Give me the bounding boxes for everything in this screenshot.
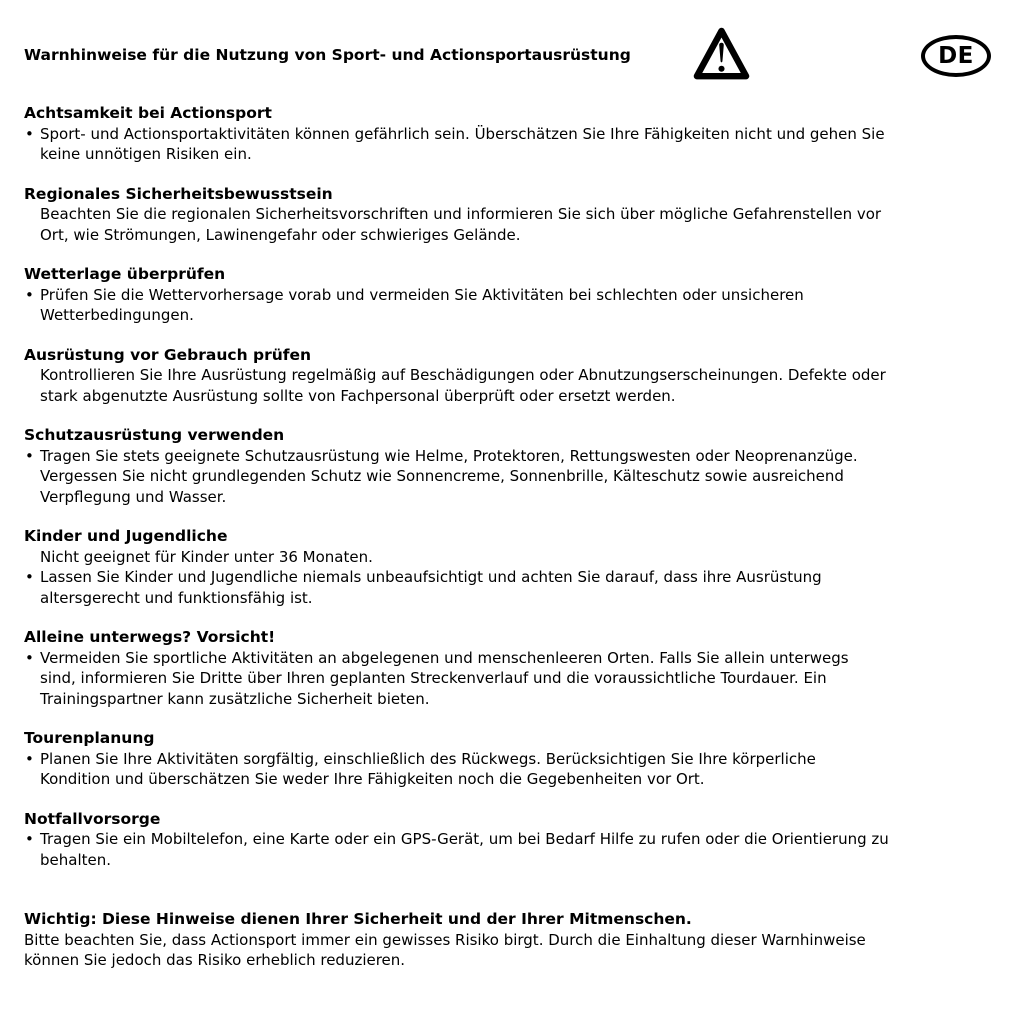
footer-line: können Sie jedoch das Risiko erheblich reduzieren. [24, 951, 406, 969]
section [24, 809, 1006, 871]
line-text: Vergessen Sie nicht grundlegenden Schutz wie Sonnencreme, Sonnenbrille, Kälteschutz sowie ausreichend [40, 467, 844, 485]
section [24, 425, 1006, 507]
bullet-line [24, 689, 1006, 710]
bullet-marker: • [25, 568, 34, 586]
bullet-line [24, 648, 1006, 669]
text-line [24, 225, 1006, 246]
line-text: Tragen Sie stets geeignete Schutzausrüstung wie Helme, Protektoren, Rettungswesten oder Neoprenanzüge. [40, 446, 858, 465]
section [24, 728, 1006, 790]
page-title: Warnhinweise für die Nutzung von Sport- und Actionsportausrüstung [24, 46, 631, 64]
bullet-line [24, 487, 1006, 508]
section-heading: Notfallvorsorge [24, 809, 161, 828]
line-text: behalten. [40, 850, 112, 869]
bullet-line [24, 466, 1006, 487]
line-text: Vermeiden Sie sportliche Aktivitäten an abgelegenen und menschenleeren Orten. Falls Sie allein unterwegs [40, 648, 849, 667]
line-text: Prüfen Sie die Wettervorhersage vorab und vermeiden Sie Aktivitäten bei schlechten oder unsicheren [40, 285, 804, 304]
section [24, 526, 1006, 608]
footer-line: Bitte beachten Sie, dass Actionsport immer ein gewisses Risiko birgt. Durch die Einhaltung dieser Warnhinweise [24, 930, 866, 949]
line-text: Ort, wie Strömungen, Lawinengefahr oder schwieriges Gelände. [40, 225, 521, 244]
sections-container [24, 103, 1006, 870]
bullet-marker: • [25, 124, 34, 143]
section [24, 627, 1006, 709]
line-text: sind, informieren Sie Dritte über Ihren geplanten Streckenverlauf und die voraussichtliche Tourdauer. Ein [40, 669, 827, 687]
bullet-line [24, 567, 1006, 588]
section-heading: Wetterlage überprüfen [24, 265, 226, 283]
bullet-line [24, 285, 1006, 306]
line-text: keine unnötigen Risiken ein. [40, 145, 252, 163]
line-text: altersgerecht und funktionsfähig ist. [40, 588, 313, 607]
language-badge-label: DE [938, 42, 974, 69]
bullet-line [24, 668, 1006, 689]
line-text: Tragen Sie ein Mobiltelefon, eine Karte oder ein GPS-Gerät, um bei Bedarf Hilfe zu rufen oder die Orientierung zu [40, 830, 889, 848]
section-heading: Ausrüstung vor Gebrauch prüfen [24, 345, 312, 364]
bullet-line [24, 769, 1006, 790]
text-line [24, 365, 1006, 386]
bullet-marker: • [25, 648, 34, 667]
section-heading: Kinder und Jugendliche [24, 527, 228, 545]
bullet-line [24, 124, 1006, 145]
line-text: Kondition und überschätzen Sie weder Ihre Fähigkeiten noch die Gegebenheiten vor Ort. [40, 770, 705, 788]
bullet-marker: • [25, 830, 34, 848]
bullet-line [24, 144, 1006, 165]
bullet-marker: • [25, 749, 34, 768]
line-text: Trainingspartner kann zusätzliche Sicherheit bieten. [40, 689, 430, 708]
line-text: stark abgenutzte Ausrüstung sollte von Fachpersonal überprüft oder ersetzt werden. [40, 386, 676, 405]
section [24, 345, 1006, 407]
document-header [24, 0, 1006, 103]
section-heading: Alleine unterwegs? Vorsicht! [24, 628, 276, 646]
text-line [24, 386, 1006, 407]
section-heading: Schutzausrüstung verwenden [24, 426, 285, 444]
line-text: Wetterbedingungen. [40, 306, 194, 324]
section [24, 103, 1006, 165]
line-text: Beachten Sie die regionalen Sicherheitsvorschriften und informieren Sie sich über mögliche Gefahrenstellen vor [40, 205, 882, 223]
section [24, 264, 1006, 326]
line-text: Planen Sie Ihre Aktivitäten sorgfältig, einschließlich des Rückwegs. Berücksichtigen Sie Ihre körperliche [40, 749, 816, 768]
footer-lines-container [24, 930, 1006, 971]
bullet-line [24, 850, 1006, 871]
line-text: Kontrollieren Sie Ihre Ausrüstung regelmäßig auf Beschädigungen oder Abnutzungserscheinungen. Defekte oder [40, 366, 886, 384]
section [24, 184, 1006, 246]
line-text: Sport- und Actionsportaktivitäten können gefährlich sein. Überschätzen Sie Ihre Fähigkeiten nicht und gehen Sie [40, 124, 885, 143]
section-heading: Tourenplanung [24, 729, 155, 747]
bullet-line [24, 446, 1006, 467]
warning-triangle-icon [692, 25, 751, 84]
line-text: Verpflegung und Wasser. [40, 487, 227, 506]
bullet-marker: • [25, 446, 34, 465]
language-badge [921, 35, 991, 77]
section-heading: Regionales Sicherheitsbewusstsein [24, 184, 333, 203]
bullet-line [24, 749, 1006, 770]
text-line [24, 547, 1006, 568]
document-footer [24, 909, 1006, 971]
bullet-line [24, 588, 1006, 609]
bullet-marker: • [25, 285, 34, 304]
bullet-line [24, 829, 1006, 850]
line-text: Nicht geeignet für Kinder unter 36 Monaten. [40, 547, 373, 566]
text-line [24, 204, 1006, 225]
line-text: Lassen Sie Kinder und Jugendliche niemals unbeaufsichtigt und achten Sie darauf, dass ihre Ausrüstung [40, 568, 822, 586]
bullet-line [24, 305, 1006, 326]
footer-important-line: Wichtig: Diese Hinweise dienen Ihrer Sicherheit und der Ihrer Mitmenschen. [24, 910, 692, 928]
section-heading: Achtsamkeit bei Actionsport [24, 104, 272, 122]
